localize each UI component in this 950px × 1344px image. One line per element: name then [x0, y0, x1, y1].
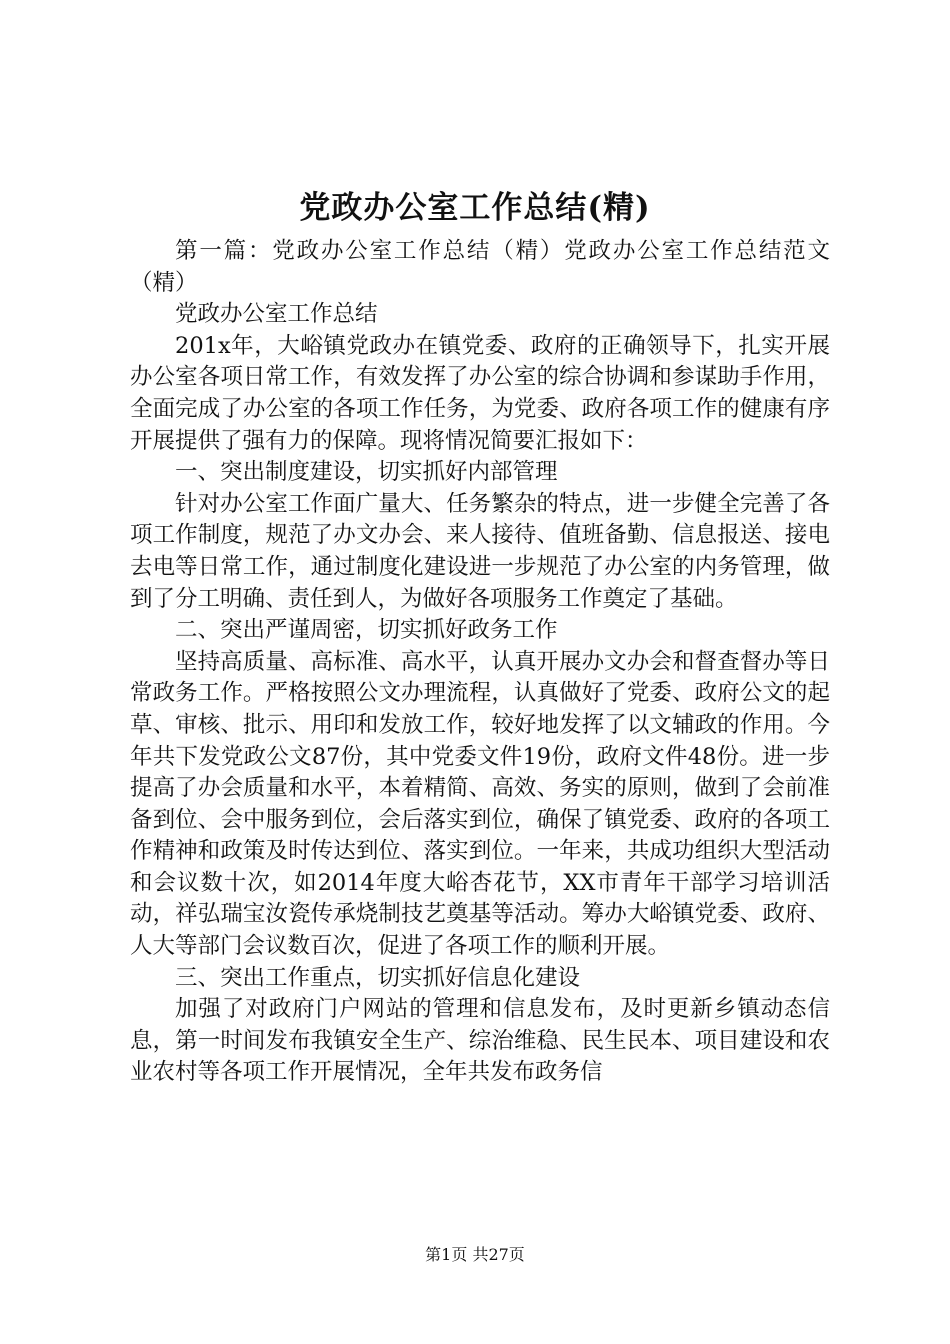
paragraph-summary: 201x年，大峪镇党政办在镇党委、政府的正确领导下，扎实开展办公室各项日常工作，有效发挥了办公室的综合协调和参谋助手作用，全面完成了办公室的各项工作任务，为党委、政府各项工作的健康有序开展提供了强有力的保障。现将情况简要汇报如下：: [130, 332, 830, 454]
paragraph-section-2: 坚持高质量、高标准、高水平，认真开展办文办会和督查督办等日常政务工作。严格按照公文办理流程，认真做好了党委、政府公文的起草、审核、批示、用印和发放工作，较好地发挥了以文辅政的作用。今年共下发党政公文87份，其中党委文件19份，政府文件48份。进一步提高了办会质量和水平，本着精简、高效、务实的原则，做到了会前准备到位、会中服务到位，会后落实到位，确保了镇党委、政府的各项工作精神和政策及时传达到位、落实到位。一年来，共成功组织大型活动和会议数十次，如2014年度大峪杏花节，XX市青年干部学习培训活动，祥弘瑞宝汝瓷传承烧制技艺奠基等活动。筹办大峪镇党委、政府、人大等部门会议数百次，促进了各项工作的顺利开展。: [130, 648, 830, 960]
section-heading-1: 一、突出制度建设，切实抓好内部管理: [175, 459, 558, 486]
paragraph-intro-heading: 第一篇：党政办公室工作总结（精）党政办公室工作总结范文（精）: [130, 238, 830, 296]
paragraph-section-1: 针对办公室工作面广量大、任务繁杂的特点，进一步健全完善了各项工作制度，规范了办文办会、来人接待、值班备勤、信息报送、接电去电等日常工作，通过制度化建设进一步规范了办公室的内务管理，做到了分工明确、责任到人，为做好各项服务工作奠定了基础。: [130, 490, 830, 612]
page-number: 第1页 共27页: [425, 1245, 525, 1264]
document-body: [130, 236, 830, 1089]
paragraph-subtitle: 党政办公室工作总结: [175, 301, 378, 328]
section-heading-3: 三、突出工作重点，切实抓好信息化建设: [175, 964, 581, 991]
section-heading-2: 二、突出严谨周密，切实抓好政务工作: [175, 617, 558, 644]
paragraph-section-3: 加强了对政府门户网站的管理和信息发布，及时更新乡镇动态信息，第一时间发布我镇安全生产、综治维稳、民生民本、项目建设和农业农村等各项工作开展情况，全年共发布政务信: [130, 996, 830, 1086]
document-title: 党政办公室工作总结(精): [299, 190, 651, 226]
